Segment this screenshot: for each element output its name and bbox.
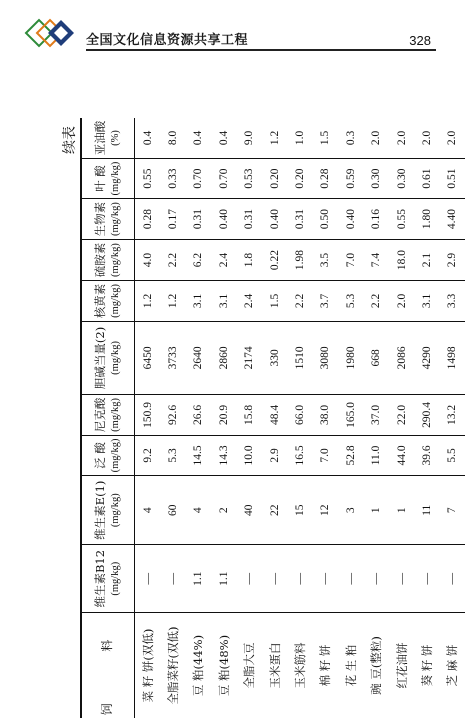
feed-name-cell: 棉 籽 饼 xyxy=(313,613,338,718)
value-cell: 1 xyxy=(364,476,389,545)
value-cell: — xyxy=(389,545,414,613)
rotated-table-block xyxy=(59,118,402,718)
value-cell: 14.5 xyxy=(186,435,211,475)
value-cell: 7.0 xyxy=(338,240,363,281)
value-cell: 3.7 xyxy=(313,280,338,321)
value-cell: 7 xyxy=(440,476,465,545)
nutrition-table xyxy=(80,118,465,718)
value-cell: 1.5 xyxy=(313,118,338,158)
column-header: 核黄素 (mg/kg) xyxy=(81,280,135,321)
value-cell: 0.30 xyxy=(389,158,414,198)
value-cell: 2.4 xyxy=(237,280,262,321)
value-cell: 3.1 xyxy=(414,280,439,321)
value-cell: 0.3 xyxy=(338,118,363,158)
value-cell: 2.0 xyxy=(389,118,414,158)
value-cell: 1.8 xyxy=(237,240,262,281)
value-cell: 22.0 xyxy=(389,394,414,435)
table-row xyxy=(338,118,363,718)
feed-name-cell: 豆 粕(48%) xyxy=(211,613,236,718)
value-cell: — xyxy=(262,545,287,613)
feed-name-cell: 全脂大豆 xyxy=(237,613,262,718)
value-cell: 7.4 xyxy=(364,240,389,281)
table-row xyxy=(287,118,312,718)
header-divider xyxy=(86,49,436,51)
value-cell: 2640 xyxy=(186,321,211,394)
value-cell: 52.8 xyxy=(338,435,363,475)
value-cell: 7.0 xyxy=(313,435,338,475)
value-cell: — xyxy=(338,545,363,613)
column-header: 胆碱当量(2) (mg/kg) xyxy=(81,321,135,394)
value-cell: — xyxy=(440,545,465,613)
value-cell: 1.0 xyxy=(287,118,312,158)
value-cell: 26.6 xyxy=(186,394,211,435)
page-header xyxy=(0,0,465,60)
value-cell: 3.5 xyxy=(313,240,338,281)
value-cell: 0.22 xyxy=(262,240,287,281)
value-cell: 2.0 xyxy=(389,280,414,321)
value-cell: 3.3 xyxy=(440,280,465,321)
value-cell: 1.5 xyxy=(262,280,287,321)
value-cell: 4.0 xyxy=(135,240,161,281)
column-header: 亚油酸 (%) xyxy=(81,118,135,158)
value-cell: 1.2 xyxy=(135,280,161,321)
column-header: 泛 酸 (mg/kg) xyxy=(81,435,135,475)
value-cell: 668 xyxy=(364,321,389,394)
value-cell: 2.9 xyxy=(440,240,465,281)
value-cell: 18.0 xyxy=(389,240,414,281)
table-row xyxy=(440,118,465,718)
value-cell: 1498 xyxy=(440,321,465,394)
value-cell: 0.50 xyxy=(313,199,338,240)
value-cell: 0.30 xyxy=(364,158,389,198)
table-row xyxy=(389,118,414,718)
table-header-row xyxy=(81,118,135,718)
value-cell: — xyxy=(364,545,389,613)
value-cell: — xyxy=(414,545,439,613)
value-cell: 60 xyxy=(160,476,185,545)
value-cell: 3.1 xyxy=(186,280,211,321)
value-cell: 2860 xyxy=(211,321,236,394)
value-cell: 0.20 xyxy=(287,158,312,198)
value-cell: — xyxy=(287,545,312,613)
value-cell: 15 xyxy=(287,476,312,545)
value-cell: 2.0 xyxy=(364,118,389,158)
value-cell: 0.61 xyxy=(414,158,439,198)
value-cell: 0.70 xyxy=(211,158,236,198)
table-row xyxy=(313,118,338,718)
value-cell: 0.4 xyxy=(186,118,211,158)
table-row xyxy=(262,118,287,718)
table-row xyxy=(135,118,161,718)
value-cell: 1 xyxy=(389,476,414,545)
value-cell: 330 xyxy=(262,321,287,394)
value-cell: 2.9 xyxy=(262,435,287,475)
value-cell: 9.0 xyxy=(237,118,262,158)
value-cell: 4290 xyxy=(414,321,439,394)
value-cell: — xyxy=(237,545,262,613)
value-cell: — xyxy=(160,545,185,613)
value-cell: 1.2 xyxy=(160,280,185,321)
value-cell: 2.4 xyxy=(211,240,236,281)
value-cell: 2.0 xyxy=(440,118,465,158)
value-cell: 8.0 xyxy=(160,118,185,158)
value-cell: 11 xyxy=(414,476,439,545)
value-cell: 2.2 xyxy=(160,240,185,281)
value-cell: 14.3 xyxy=(211,435,236,475)
value-cell: 1510 xyxy=(287,321,312,394)
feed-name-cell: 全脂菜籽(双低) xyxy=(160,613,185,718)
value-cell: 12 xyxy=(313,476,338,545)
value-cell: 44.0 xyxy=(389,435,414,475)
value-cell: 66.0 xyxy=(287,394,312,435)
value-cell: 10.0 xyxy=(237,435,262,475)
value-cell: 22 xyxy=(262,476,287,545)
value-cell: 3733 xyxy=(160,321,185,394)
value-cell: 6.2 xyxy=(186,240,211,281)
value-cell: 92.6 xyxy=(160,394,185,435)
value-cell: 165.0 xyxy=(338,394,363,435)
value-cell: 0.33 xyxy=(160,158,185,198)
value-cell: 290.4 xyxy=(414,394,439,435)
value-cell: 0.4 xyxy=(211,118,236,158)
value-cell: 1.1 xyxy=(211,545,236,613)
feed-name-cell: 红花油饼 xyxy=(389,613,414,718)
value-cell: 0.17 xyxy=(160,199,185,240)
value-cell: 0.40 xyxy=(211,199,236,240)
value-cell: 0.53 xyxy=(237,158,262,198)
value-cell: 1.1 xyxy=(186,545,211,613)
table-row xyxy=(364,118,389,718)
value-cell: 20.9 xyxy=(211,394,236,435)
value-cell: 0.31 xyxy=(186,199,211,240)
value-cell: 2.0 xyxy=(414,118,439,158)
value-cell: 0.40 xyxy=(262,199,287,240)
value-cell: — xyxy=(313,545,338,613)
value-cell: 48.4 xyxy=(262,394,287,435)
value-cell: 9.2 xyxy=(135,435,161,475)
value-cell: 0.28 xyxy=(135,199,161,240)
value-cell: 0.59 xyxy=(338,158,363,198)
value-cell: 1.98 xyxy=(287,240,312,281)
value-cell: 0.70 xyxy=(186,158,211,198)
feed-name-cell: 玉米蛋白 xyxy=(262,613,287,718)
value-cell: 4 xyxy=(135,476,161,545)
value-cell: 5.3 xyxy=(338,280,363,321)
feed-column-header: 饲 料 xyxy=(81,613,135,718)
value-cell: 4 xyxy=(186,476,211,545)
value-cell: 0.4 xyxy=(135,118,161,158)
value-cell: 3.1 xyxy=(211,280,236,321)
column-header: 尼克酸 (mg/kg) xyxy=(81,394,135,435)
value-cell: 0.51 xyxy=(440,158,465,198)
value-cell: 0.55 xyxy=(389,199,414,240)
column-header: 生物素 (mg/kg) xyxy=(81,199,135,240)
value-cell: 2.2 xyxy=(364,280,389,321)
value-cell: 2.1 xyxy=(414,240,439,281)
feed-name-cell: 芝 麻 饼 xyxy=(440,613,465,718)
value-cell: 5.5 xyxy=(440,435,465,475)
value-cell: 3 xyxy=(338,476,363,545)
feed-name-cell: 花 生 粕 xyxy=(338,613,363,718)
value-cell: 150.9 xyxy=(135,394,161,435)
value-cell: 5.3 xyxy=(160,435,185,475)
value-cell: 1.80 xyxy=(414,199,439,240)
feed-name-cell: 豌 豆(整粒) xyxy=(364,613,389,718)
value-cell: 6450 xyxy=(135,321,161,394)
continued-label: 续表 xyxy=(59,126,79,154)
value-cell: 0.16 xyxy=(364,199,389,240)
value-cell: 38.0 xyxy=(313,394,338,435)
page-number: 328 xyxy=(409,33,431,48)
table-row xyxy=(237,118,262,718)
diamond-logo-icon xyxy=(24,18,78,48)
value-cell: 13.2 xyxy=(440,394,465,435)
table-body xyxy=(135,118,465,718)
feed-name-cell: 菜 籽 饼(双低) xyxy=(135,613,161,718)
value-cell: 39.6 xyxy=(414,435,439,475)
value-cell: 16.5 xyxy=(287,435,312,475)
value-cell: 40 xyxy=(237,476,262,545)
feed-name-cell: 玉米筋料 xyxy=(287,613,312,718)
value-cell: 1.2 xyxy=(262,118,287,158)
value-cell: 2086 xyxy=(389,321,414,394)
header-title: 全国文化信息资源共享工程 xyxy=(86,29,248,48)
value-cell: 2 xyxy=(211,476,236,545)
value-cell: 11.0 xyxy=(364,435,389,475)
table-row xyxy=(414,118,439,718)
value-cell: 3080 xyxy=(313,321,338,394)
value-cell: 0.31 xyxy=(237,199,262,240)
feed-name-cell: 葵 籽 饼 xyxy=(414,613,439,718)
value-cell: 0.20 xyxy=(262,158,287,198)
table-row xyxy=(211,118,236,718)
value-cell: — xyxy=(135,545,161,613)
value-cell: 0.28 xyxy=(313,158,338,198)
value-cell: 2174 xyxy=(237,321,262,394)
column-header: 维生素E(1) (mg/kg) xyxy=(81,476,135,545)
column-header: 叶 酸 (mg/kg) xyxy=(81,158,135,198)
column-header: 硫胺素 (mg/kg) xyxy=(81,240,135,281)
feed-name-cell: 豆 粕(44%) xyxy=(186,613,211,718)
value-cell: 0.31 xyxy=(287,199,312,240)
table-row xyxy=(186,118,211,718)
value-cell: 0.40 xyxy=(338,199,363,240)
column-header: 维生素B12 (mg/kg) xyxy=(81,545,135,613)
value-cell: 15.8 xyxy=(237,394,262,435)
value-cell: 37.0 xyxy=(364,394,389,435)
value-cell: 2.2 xyxy=(287,280,312,321)
value-cell: 1980 xyxy=(338,321,363,394)
value-cell: 4.40 xyxy=(440,199,465,240)
table-row xyxy=(160,118,185,718)
value-cell: 0.55 xyxy=(135,158,161,198)
